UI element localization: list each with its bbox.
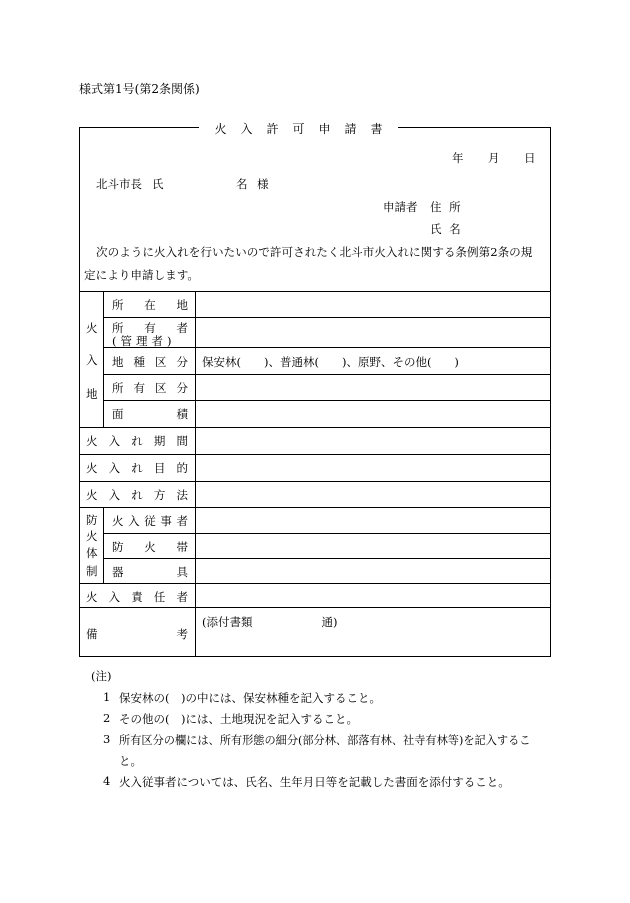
addressee-sama: 名 様 xyxy=(236,177,269,191)
addressee-shi: 氏 xyxy=(152,177,164,191)
date-month-label: 月 xyxy=(488,151,500,165)
note-4-text: 火入従事者については、氏名、生年月日等を記載した書面を添付すること。 xyxy=(119,775,510,789)
intro-text-line2: 定により申請します。 xyxy=(84,268,200,282)
note-2-num: 2 xyxy=(103,711,111,725)
intro-text-line1: 次のように火入れを行いたいので許可されたく北斗市火入れに関する条例第2条の規 xyxy=(96,245,533,259)
row-land-type-value[interactable]: 保安林( )、普通林( )、原野、その他( ) xyxy=(202,355,459,369)
form-title: 火 入 許 可 申 請 書 xyxy=(214,122,383,136)
note-3-num: 3 xyxy=(103,732,111,746)
row-period-label: 火 入 れ 期 間 xyxy=(86,434,188,448)
applicant-label: 申請者 xyxy=(383,200,418,214)
row-owner-label: 所 有 者 xyxy=(112,321,188,335)
row-firebreak-label: 防 火 帯 xyxy=(112,540,188,554)
row-remarks-label: 備 考 xyxy=(86,627,188,641)
date-year-label: 年 xyxy=(452,151,464,165)
date-day-label: 日 xyxy=(524,151,536,165)
row-area-label: 面 積 xyxy=(112,407,188,421)
row-land-type-label: 地 種 区 分 xyxy=(112,355,188,369)
form-code: 様式第1号(第2条関係) xyxy=(79,82,200,96)
applicant-address-label: 住 所 xyxy=(430,200,461,214)
row-workers-label: 火 入 従 事 者 xyxy=(112,514,188,528)
note-3-text-cont: と。 xyxy=(119,754,142,768)
applicant-name-label: 氏 名 xyxy=(430,222,461,236)
row-location-label: 所 在 地 xyxy=(112,298,188,312)
table-top-line xyxy=(79,291,551,292)
remarks-attachments[interactable]: (添付書類 通) xyxy=(202,615,338,629)
row-responsible-label: 火 入 責 任 者 xyxy=(86,590,188,604)
notes-header: (注) xyxy=(91,669,112,683)
table-value-divider xyxy=(195,291,196,657)
note-2-text: その他の( )には、土地現況を記入すること。 xyxy=(119,712,358,726)
note-1-text: 保安林の( )の中には、保安林種を記入すること。 xyxy=(119,691,381,705)
note-3-text: 所有区分の欄には、所有形態の細分(部分林、部落有林、社寺有林等)を記入するこ xyxy=(119,734,531,747)
addressee-mayor: 北斗市長 xyxy=(96,177,142,191)
row-equipment-label: 器 具 xyxy=(112,565,188,579)
note-1-num: 1 xyxy=(103,690,111,704)
row-method-label: 火 入 れ 方 法 xyxy=(86,488,188,502)
row-manager-label: (管理者) xyxy=(112,334,176,348)
note-4-num: 4 xyxy=(103,774,111,788)
row-ownership-class-label: 所 有 区 分 xyxy=(112,381,188,395)
row-purpose-label: 火 入 れ 目 的 xyxy=(86,461,188,475)
